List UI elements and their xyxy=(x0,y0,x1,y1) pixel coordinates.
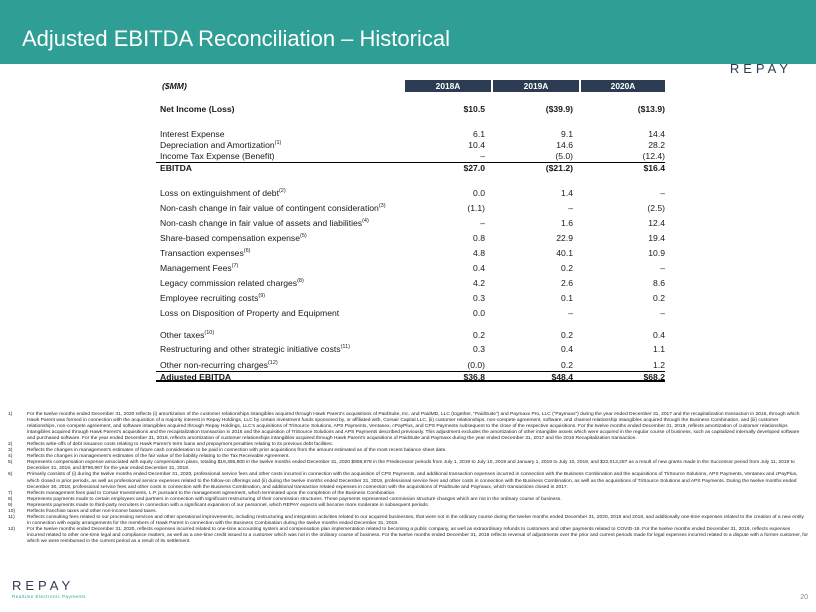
cell-value: ($13.9) xyxy=(637,104,665,114)
footnote-ref: (10) xyxy=(204,330,215,336)
footnote-text: Reflects franchise taxes and other non-income based taxes. xyxy=(27,508,157,514)
cell-value: (12.4) xyxy=(642,151,665,161)
cell-value: 0.3 xyxy=(473,293,485,303)
cell-value: 0.2 xyxy=(561,330,573,340)
footnote-number: 1) xyxy=(8,412,13,417)
row-label xyxy=(160,344,350,355)
table-row xyxy=(156,330,665,341)
cell-value: 10.9 xyxy=(648,248,665,258)
row-label-text: Net Income (Loss) xyxy=(160,104,235,114)
cell-value: 1.6 xyxy=(561,218,573,228)
row-label-text: Loss on extinguishment of debt xyxy=(160,188,279,198)
cell-value: (2.5) xyxy=(647,203,665,213)
cell-value: 19.4 xyxy=(648,233,665,243)
row-label xyxy=(160,308,339,319)
footnote-text: Reflects management fees paid to Corsair Investments, L.P. pursuant to the management agreement, which terminated upon the completion of the Business Combination. xyxy=(27,490,396,496)
table-row xyxy=(156,203,665,214)
cell-value: 1.2 xyxy=(653,360,665,370)
footnote-ref: (2) xyxy=(278,188,286,194)
cell-value: $48.4 xyxy=(551,372,573,382)
row-label xyxy=(160,263,238,274)
row-label xyxy=(160,188,286,199)
footnote-number: 10) xyxy=(8,508,16,514)
cell-value: 6.1 xyxy=(473,129,485,139)
cell-value: 0.2 xyxy=(653,293,665,303)
cell-value: 1.4 xyxy=(561,188,573,198)
footer-logo xyxy=(12,578,86,599)
cell-value: $68.2 xyxy=(643,372,665,382)
cell-value: 14.4 xyxy=(648,129,665,139)
cell-value: 0.0 xyxy=(473,188,485,198)
footnote-ref: (1) xyxy=(274,140,282,146)
row-label-text: Depreciation and Amortization xyxy=(160,140,275,150)
cell-value: 12.4 xyxy=(648,218,665,228)
cell-value: (1.1) xyxy=(467,203,485,213)
footnote-ref: (6) xyxy=(243,248,251,254)
footnote-number: 9) xyxy=(8,502,13,508)
footnote-number: 2) xyxy=(8,442,13,448)
row-label xyxy=(160,151,274,162)
title-banner xyxy=(0,0,816,64)
cell-value: – xyxy=(480,151,485,161)
footnote-text: Primarily consists of (i) during the twelve months ended December 31, 2020, professional service fees and other costs incurred in connection with the acquisition of CPS Payments, and additional transaction expenses incurred in connection with the Business Combination and the acquisitions of TriSource Solutions, APS Payments, Ventanex and cPayPlus, which closed in prior periods, as well as professional service expenses related to the follow-on offerings and (ii) during the twelve months ended December 31, 2019, professional service fees and other costs in connection with the Business Combination, as well as the acquisitions of TriSource Solutions and APS Payments. During the twelve months ended December 30, 2018, professional service fees and other costs in connection with the Business Combination, and additional transaction related expenses in connection with the acquisitions of PaidSuite and Paymaxx, which transactions closed in 2017. xyxy=(27,472,798,490)
cell-value: ($21.2) xyxy=(545,163,573,173)
cell-value: 0.2 xyxy=(473,330,485,340)
cell-value: 0.3 xyxy=(473,344,485,354)
row-label-text: Legacy commission related charges xyxy=(160,278,298,288)
row-label-text: Employee recruiting costs xyxy=(160,293,259,303)
row-label xyxy=(160,360,278,371)
row-label xyxy=(160,248,251,259)
cell-value: (5.0) xyxy=(555,151,573,161)
row-label-text: Non-cash change in fair value of contingent consideration xyxy=(160,203,379,213)
table-row xyxy=(156,278,665,289)
cell-value: $27.0 xyxy=(463,163,485,173)
cell-value: 0.1 xyxy=(561,293,573,303)
footnote-number: 3) xyxy=(8,448,13,454)
footnote-ref: (3) xyxy=(378,203,386,209)
ebitda-table xyxy=(156,80,665,382)
footnote-number: 7) xyxy=(8,490,13,496)
row-label-text: Adjusted EBITDA xyxy=(160,372,232,382)
cell-value: 8.6 xyxy=(653,278,665,288)
footnote-number: 8) xyxy=(8,496,13,502)
footnote-text: Reflects the changes in management’s estimates of the fair value of the liability relating to the Tax Receivable Agreement. xyxy=(27,454,290,460)
unit-label: ($MM) xyxy=(162,81,187,91)
cell-value: 0.2 xyxy=(561,263,573,273)
table-row xyxy=(156,360,665,371)
footnotes xyxy=(8,412,808,545)
cell-value: – xyxy=(660,308,665,318)
footer-logo-mark: REPAY xyxy=(12,578,75,593)
row-label-text: Management Fees xyxy=(160,263,232,273)
cell-value: 22.9 xyxy=(556,233,573,243)
row-label-text: Loss on Disposition of Property and Equipment xyxy=(160,308,340,318)
row-label xyxy=(160,330,214,341)
cell-value: – xyxy=(660,263,665,273)
table-row xyxy=(156,248,665,259)
repay-logo: REPAY xyxy=(729,61,792,76)
footnote-number: 11) xyxy=(8,514,15,520)
cell-value: – xyxy=(568,203,573,213)
cell-value: 28.2 xyxy=(648,140,665,150)
table-row xyxy=(156,263,665,274)
row-label xyxy=(160,163,192,174)
table-row xyxy=(156,308,665,319)
cell-value: 2.6 xyxy=(561,278,573,288)
footnote xyxy=(8,472,808,490)
row-label-text: Transaction expenses xyxy=(160,248,244,258)
cell-value: 10.4 xyxy=(468,140,485,150)
footnote-ref: (5) xyxy=(299,233,307,239)
footnote xyxy=(8,527,808,545)
table-row xyxy=(156,151,665,162)
cell-value: 0.4 xyxy=(561,344,573,354)
row-label-text: Non-cash change in fair value of assets and liabilities xyxy=(160,218,363,228)
row-label xyxy=(160,129,225,140)
footnote-ref: (12) xyxy=(267,360,278,366)
footnote-text: Reflects write-offs of debt issuance costs relating to Hawk Parent’s term loans and prepayment penalties relating to its previous debt facilities. xyxy=(27,442,333,448)
cell-value: 4.2 xyxy=(473,278,485,288)
row-label xyxy=(160,203,386,214)
column-header-2019: 2019A xyxy=(493,80,579,92)
row-label xyxy=(160,372,231,383)
cell-value: 9.1 xyxy=(561,129,573,139)
footnote xyxy=(8,515,808,527)
cell-value: 40.1 xyxy=(556,248,573,258)
column-header-2018: 2018A xyxy=(405,80,491,92)
row-label-text: Income Tax Expense (Benefit) xyxy=(160,151,275,161)
cell-value: ($39.9) xyxy=(545,104,573,114)
page-title: Adjusted EBITDA Reconciliation – Historical xyxy=(22,26,450,51)
footnote-ref: (4) xyxy=(362,218,369,224)
footnote-number: 5) xyxy=(8,460,13,466)
footnote-text: For the twelve months ended December 31, 2020 reflects (i) amortization of the customer relationships intangibles acquired through Hawk Parent’s acquisitions of PaidSuite, Inc. and PaidMD, LLC (together, “PaidSuite”) and Paymaxx Pro, LLC (“Paymaxx”) during the year ended December 31, 2017 and the recapitalization transaction in 2016, through which Hawk Parent was formed in connection with the acquisition of a majority interest in Repay Holdings, LLC by certain investment funds sponsored by, or affiliated with, Corsair Capital LLC, (ii) customer relationships, non-compete agreement, software, and channel relationship intangibles acquired through the Business Combination, and (iii) customer relationships, non-compete agreement, and software intangibles acquired through Repay Holdings, LLC’s acquisitions of TriSource Solutions, APS Payments, Ventanex, cPayPlus, and CPS Payments subsequent to the close of the respective acquisitions. For the twelve months ended December 31, 2019, reflects amortization of customer relationships intangibles acquired through Hawk Parent’s acquisitions and the recapitalization transaction in 2016 and the acquisition of TriSource Solutions and APS Payments described previously. This adjustment excludes the amortization of other intangible assets which were acquired in the regular course of business, such as capitalized internally developed software and purchased software. For the year ended December 31, 2018, reflects amortization of customer relationships intangibles acquired through Hawk Parent’s acquisitions of PaidSuite and Paymaxx during the year ended December 31, 2017 and the 2016 Recapitalization transaction. xyxy=(27,412,800,442)
row-label xyxy=(160,104,235,115)
table-row xyxy=(156,104,665,115)
cell-value: – xyxy=(568,308,573,318)
row-label-text: Other non-recurring charges xyxy=(160,360,268,370)
row-label xyxy=(160,293,265,304)
row-label-text: Other taxes xyxy=(160,330,205,340)
column-header-2020: 2020A xyxy=(581,80,665,92)
table-row xyxy=(156,233,665,244)
footnote-number: 4) xyxy=(8,454,13,460)
footnote-ref: (8) xyxy=(297,278,304,284)
table-row xyxy=(156,371,665,382)
cell-value: 1.1 xyxy=(653,344,665,354)
footnote-number: 12) xyxy=(8,526,16,532)
cell-value: 0.8 xyxy=(473,233,485,243)
footnote-text: Reflects consulting fees related to our processing services and other operational improvements, including restructuring and integration activities related to our acquired businesses, that were not in the ordinary course during the twelve months ended December 31, 2020, 2019 and 2018, and additionally one-time expenses related to the creation of a new entity in connection with equity arrangements for the members of Hawk Parent in connection with the Business Combination during the twelve months ended December 31, 2019. xyxy=(27,514,804,526)
cell-value: 0.0 xyxy=(473,308,485,318)
row-label xyxy=(160,218,369,229)
table-row xyxy=(156,129,665,140)
table-row xyxy=(156,140,665,151)
footnote-text: Represents compensation expense associated with equity compensation plans, totaling $19,355,800 in the twelve months ended December 31, 2020 $908,978 in the Predecessor periods from July 1, 2019 to July 10, 2019 and January 1, 2019 to July 10, 2019, and $22,013,287 as a result of new grants made in the Successor period from July 11, 2019 to December 31, 2019, and $796,967 for the year ended December 31, 2018. xyxy=(27,460,795,472)
cell-value: $36.8 xyxy=(463,372,485,382)
cell-value: 0.2 xyxy=(561,360,573,370)
row-label xyxy=(160,233,307,244)
row-label-text: Interest Expense xyxy=(160,129,225,139)
footnote xyxy=(8,460,808,472)
footnote-ref: (7) xyxy=(231,263,239,269)
row-label xyxy=(160,140,281,151)
table-row xyxy=(156,188,665,199)
row-label-text: Share-based compensation expense xyxy=(160,233,300,243)
table-header xyxy=(156,80,665,92)
cell-value: 4.8 xyxy=(473,248,485,258)
cell-value: $16.4 xyxy=(643,163,665,173)
cell-value: – xyxy=(660,188,665,198)
cell-value: – xyxy=(480,218,485,228)
footnote-number: 6) xyxy=(8,472,13,478)
cell-value: $10.5 xyxy=(463,104,485,114)
footnote-text: Reflects the changes in management’s estimates of future cash consideration to be paid in connection with prior acquisitions from the amount estimated as of the most recent balance sheet date. xyxy=(27,448,447,454)
cell-value: 0.4 xyxy=(473,263,485,273)
footnote-text: For the twelve months ended December 31, 2020, reflects expenses incurred related to one-time accounting system and compensation plan implementation related to becoming a public company, as well as extraordinary refunds to customers and other payments related to COVID-19. For the twelve months ended December 31, 2019, reflects expenses incurred related to other one-time legal and compliance matters, as well as a one-time credit issued to a customer which was not in the ordinary course of business. For the twelve months ended December 31, 2018 reflects reversal of adjustments over the prior and current periods made for legal expenses incurred related to a dispute with a former customer, for which we were reimbursed in the current period as a result of its settlement. xyxy=(27,526,808,544)
footnote-text: Represents payments made to third-party recruiters in connection with a significant expansion of our personnel, which REPAY expects will become more moderate in subsequent periods. xyxy=(27,502,430,508)
row-label-text: EBITDA xyxy=(160,163,192,173)
footnote xyxy=(8,412,808,442)
page-number: 20 xyxy=(800,594,808,601)
cell-value: 14.6 xyxy=(556,140,573,150)
table-row xyxy=(156,344,665,355)
cell-value: (0.0) xyxy=(467,360,485,370)
row-label xyxy=(160,278,304,289)
table-row xyxy=(156,218,665,229)
footer-logo-tagline: Realtime Electronic Payments xyxy=(12,594,87,599)
footnote-ref: (9) xyxy=(258,293,266,299)
row-label-text: Restructuring and other strategic initiative costs xyxy=(160,344,341,354)
cell-value: 0.4 xyxy=(653,330,665,340)
footnote-ref: (11) xyxy=(340,344,350,350)
table-row xyxy=(156,293,665,304)
table-row xyxy=(156,162,665,173)
footnote-text: Represents payments made to certain employees and partners in connection with significant restructuring of their commission structures. These payments represented commission structure changes which are not in the ordinary course of business. xyxy=(27,496,562,502)
